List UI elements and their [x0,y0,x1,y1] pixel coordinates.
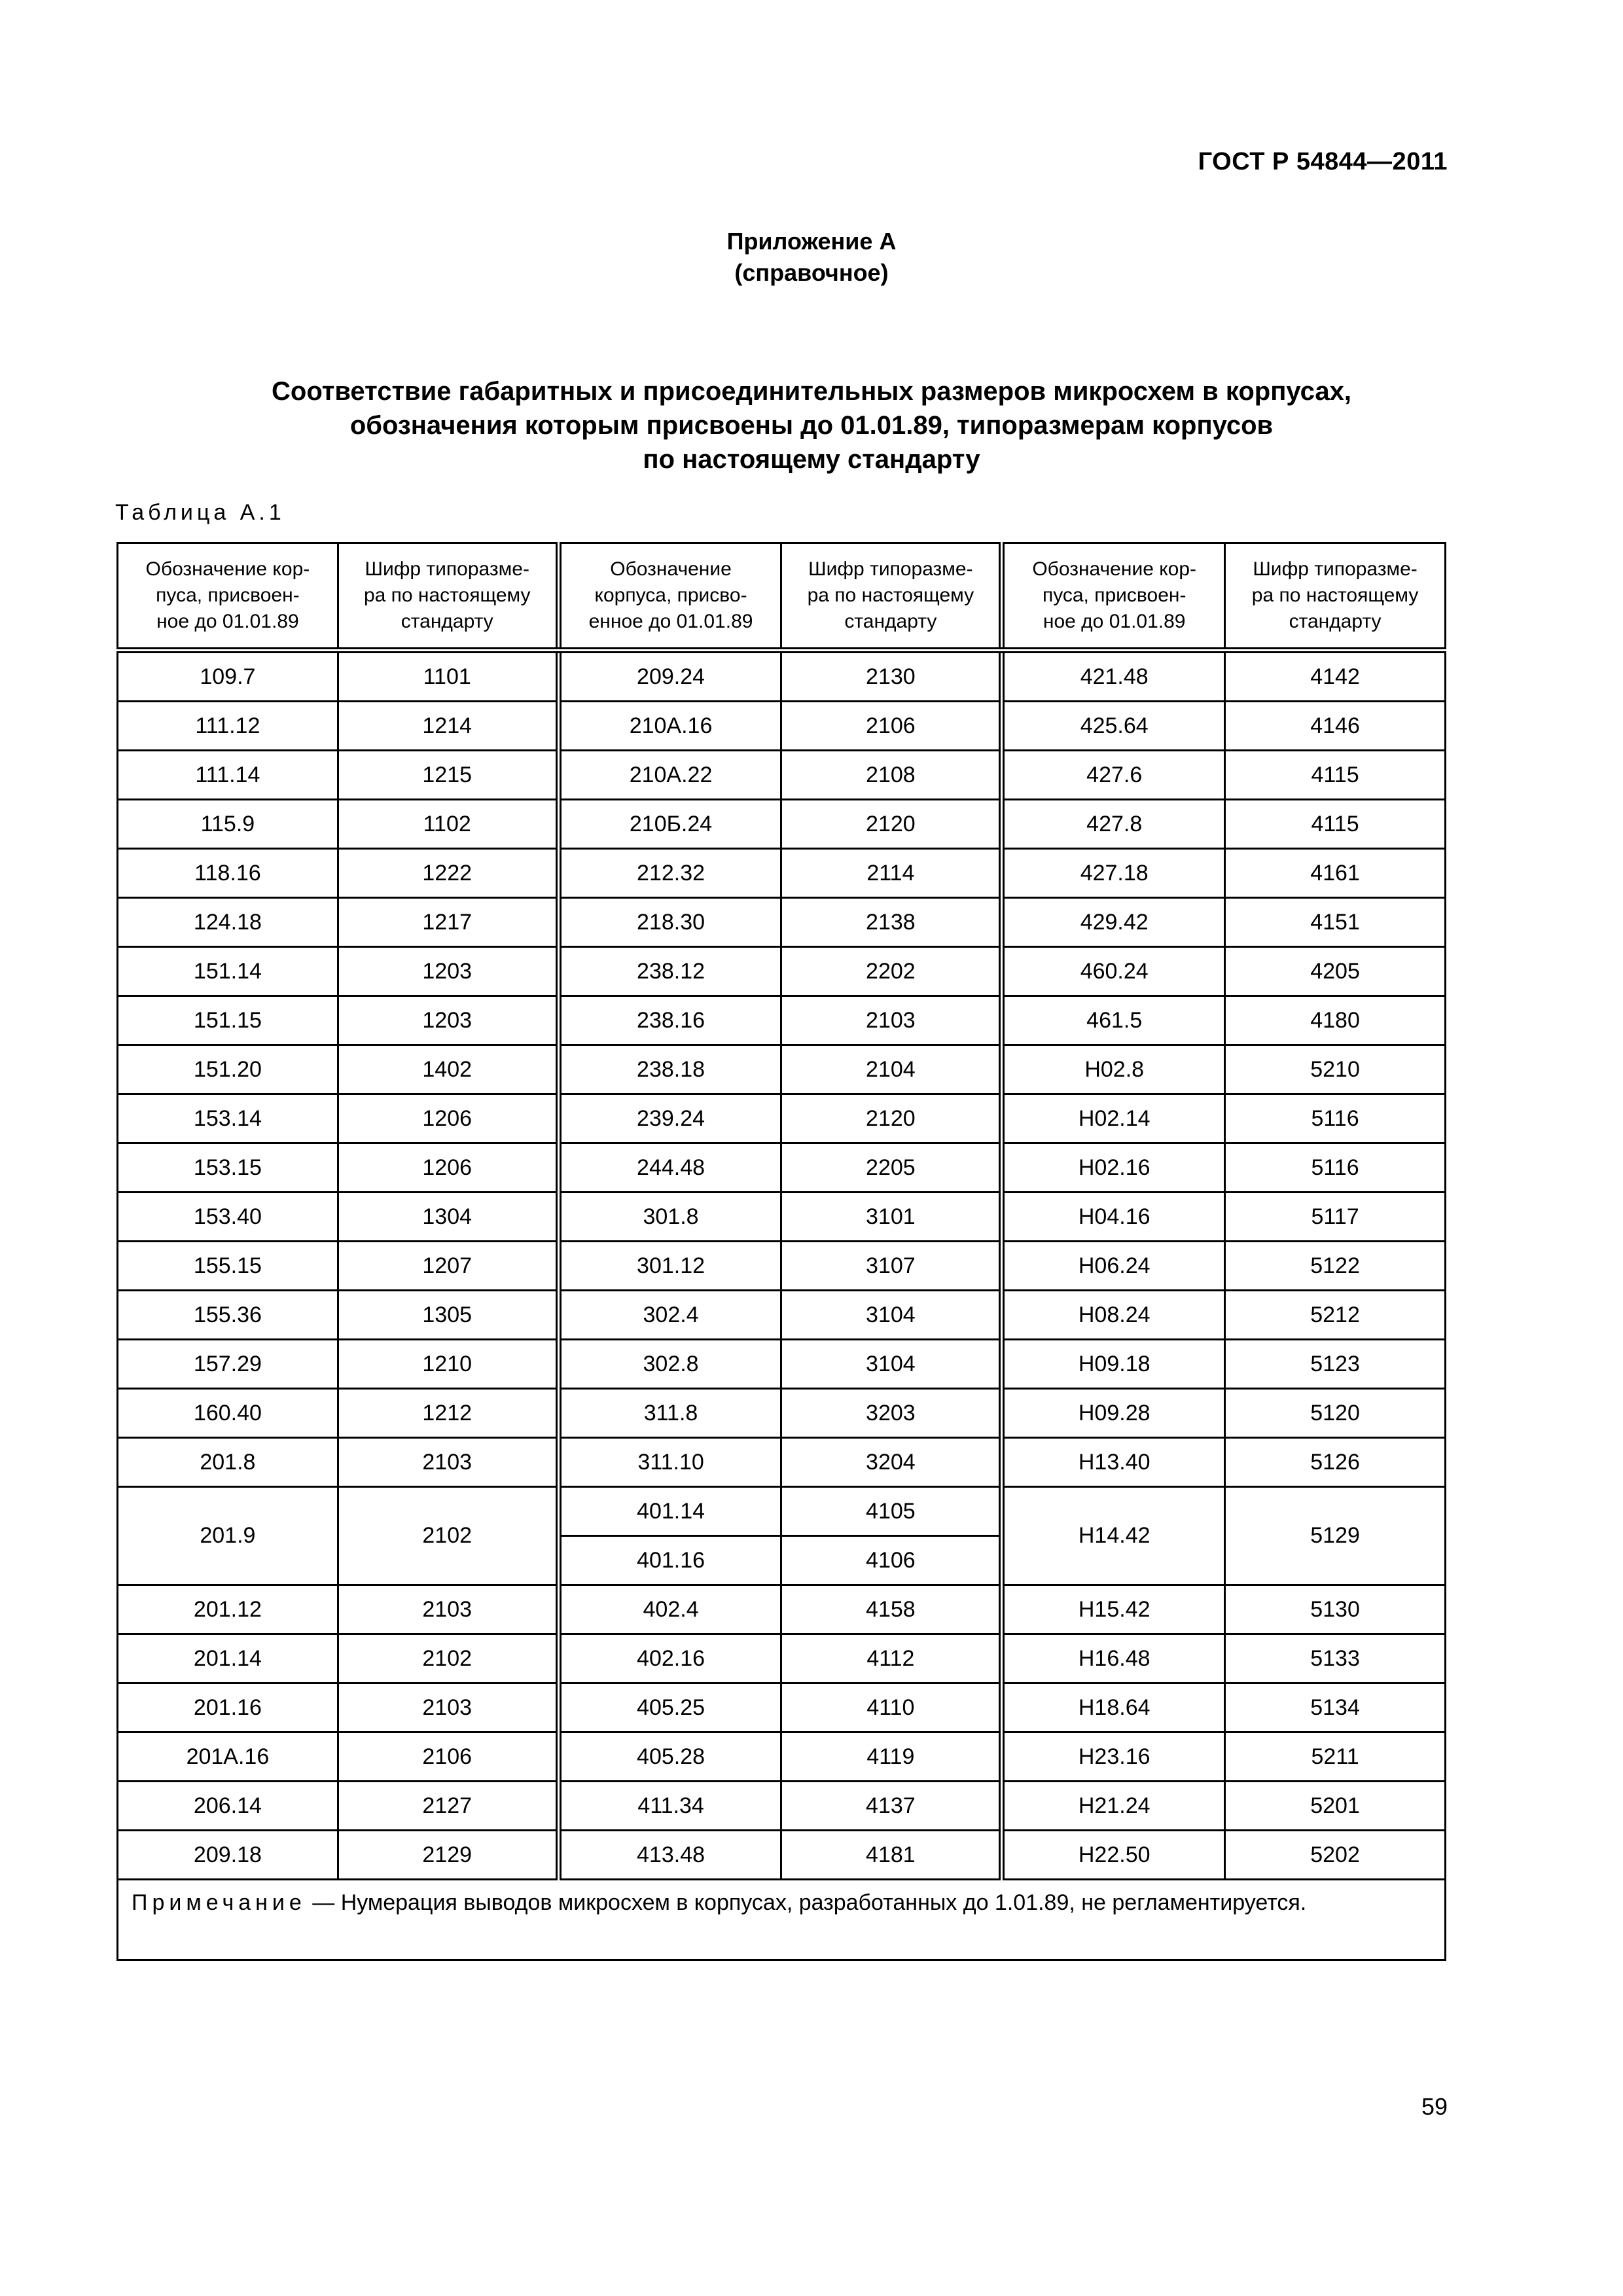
table-cell: 3104 [781,1291,1002,1340]
table-cell: 212.32 [558,849,781,898]
table-cell: 4119 [781,1732,1002,1782]
table-cell: 2102 [338,1634,558,1683]
table-cell: 2103 [338,1683,558,1732]
table-cell: 109.7 [118,651,338,702]
table-cell: 5122 [1225,1242,1446,1291]
table-cell: 2114 [781,849,1002,898]
table-cell: 4105 [781,1487,1002,1536]
table-cell: 301.8 [558,1193,781,1242]
table-cell: 421.48 [1002,651,1225,702]
table-cell: 2129 [338,1831,558,1880]
table-cell: 5120 [1225,1389,1446,1438]
table-cell: 5201 [1225,1782,1446,1831]
table-cell: 238.18 [558,1045,781,1094]
table-cell: 115.9 [118,800,338,849]
table-cell: Н02.8 [1002,1045,1225,1094]
table-cell: 3101 [781,1193,1002,1242]
table-cell: 1203 [338,996,558,1045]
table-cell: 4110 [781,1683,1002,1732]
table-cell: 1207 [338,1242,558,1291]
table-cell: 153.15 [118,1143,338,1193]
table-cell: 201.8 [118,1438,338,1487]
table-cell: Н23.16 [1002,1732,1225,1782]
table-cell: 1222 [338,849,558,898]
table-cell: 210А.22 [558,751,781,800]
table-row [118,751,1446,800]
column-header: Шифр типоразме- ра по настоящему стандарту [338,543,558,651]
table-cell: 4205 [1225,947,1446,996]
table-cell: 209.18 [118,1831,338,1880]
table-cell: 5117 [1225,1193,1446,1242]
table-cell: 201.9 [118,1487,338,1585]
table-cell: 239.24 [558,1094,781,1143]
table-cell: 2127 [338,1782,558,1831]
table-row [118,1291,1446,1340]
table-cell: 124.18 [118,898,338,947]
table-cell: Н22.50 [1002,1831,1225,1880]
table-cell: 3104 [781,1340,1002,1389]
table-cell: 402.16 [558,1634,781,1683]
table-cell: 5116 [1225,1143,1446,1193]
table-cell: 1305 [338,1291,558,1340]
table-cell: 238.12 [558,947,781,996]
table-cell: 201А.16 [118,1732,338,1782]
column-header: Шифр типоразме- ра по настоящему стандарту [781,543,1002,651]
table-header-row [118,543,1446,651]
table-cell: Н08.24 [1002,1291,1225,1340]
table-cell: 4137 [781,1782,1002,1831]
table-cell: 4106 [781,1536,1002,1585]
title-line-1: Соответствие габаритных и присоединительных размеров микросхем в корпусах, [272,377,1351,406]
table-cell: 5202 [1225,1831,1446,1880]
table-cell: 5123 [1225,1340,1446,1389]
table-row [118,1585,1446,1634]
table-row [118,849,1446,898]
table-row [118,1094,1446,1143]
table-row [118,1045,1446,1094]
table-cell: 2102 [338,1487,558,1585]
appendix-heading [0,226,1623,289]
table-cell: 4180 [1225,996,1446,1045]
table-cell: 1215 [338,751,558,800]
table-row [118,702,1446,751]
table-note [118,1880,1446,1960]
table-cell: 5130 [1225,1585,1446,1634]
table-cell: 311.8 [558,1389,781,1438]
table-cell: 3107 [781,1242,1002,1291]
table-cell: Н18.64 [1002,1683,1225,1732]
table-cell: 1206 [338,1143,558,1193]
appendix-label: Приложение А [726,228,897,255]
table-cell: 3204 [781,1438,1002,1487]
table-cell: 2130 [781,651,1002,702]
table-cell: 238.16 [558,996,781,1045]
table-cell: 5211 [1225,1732,1446,1782]
table-cell: 2106 [338,1732,558,1782]
table-row [118,947,1446,996]
table-note-row [118,1880,1446,1960]
table-cell: 201.16 [118,1683,338,1732]
table-row [118,898,1446,947]
table-cell: Н13.40 [1002,1438,1225,1487]
table-cell: 3203 [781,1389,1002,1438]
table-cell: 1217 [338,898,558,947]
correspondence-table [116,542,1446,1961]
table-cell: 5116 [1225,1094,1446,1143]
table-cell: 153.40 [118,1193,338,1242]
page-number: 59 [1421,2093,1448,2120]
table-cell: 1214 [338,702,558,751]
table-cell: 2138 [781,898,1002,947]
note-label: Примечание [132,1890,306,1915]
table-cell: 401.16 [558,1536,781,1585]
table-cell: 153.14 [118,1094,338,1143]
table-cell: 2202 [781,947,1002,996]
table-cell: 2120 [781,800,1002,849]
table-cell: 151.15 [118,996,338,1045]
table-cell: 2205 [781,1143,1002,1193]
table-row [118,1242,1446,1291]
table-cell: 302.8 [558,1340,781,1389]
table-cell: 201.12 [118,1585,338,1634]
table-cell: 4151 [1225,898,1446,947]
table-cell: 209.24 [558,651,781,702]
table-cell: Н04.16 [1002,1193,1225,1242]
table-caption: Таблица А.1 [115,500,285,525]
table-cell: 405.28 [558,1732,781,1782]
table-cell: 151.20 [118,1045,338,1094]
table-cell: 301.12 [558,1242,781,1291]
table-cell: 401.14 [558,1487,781,1536]
table-cell: 118.16 [118,849,338,898]
table-row [118,1683,1446,1732]
table-row [118,996,1446,1045]
table-cell: Н14.42 [1002,1487,1225,1585]
table-cell: 201.14 [118,1634,338,1683]
table-cell: 427.18 [1002,849,1225,898]
table-row [118,1193,1446,1242]
table-cell: 302.4 [558,1291,781,1340]
table-cell: 151.14 [118,947,338,996]
table-row [118,1831,1446,1880]
table-cell: Н16.48 [1002,1634,1225,1683]
table-cell: 413.48 [558,1831,781,1880]
table-cell: 206.14 [118,1782,338,1831]
table-row [118,1438,1446,1487]
table-cell: 155.15 [118,1242,338,1291]
table-cell: 1206 [338,1094,558,1143]
table-cell: 1304 [338,1193,558,1242]
column-header: Обозначение кор- пуса, присвоен- ное до 01.01.89 [118,543,338,651]
table-cell: Н09.28 [1002,1389,1225,1438]
table-cell: 411.34 [558,1782,781,1831]
table-cell: 2120 [781,1094,1002,1143]
table-cell: 1101 [338,651,558,702]
table-row [118,1389,1446,1438]
table-cell: 218.30 [558,898,781,947]
column-header: Шифр типоразме- ра по настоящему стандарту [1225,543,1446,651]
table-cell: 1203 [338,947,558,996]
table-row [118,651,1446,702]
table-cell: 244.48 [558,1143,781,1193]
table-cell: 4112 [781,1634,1002,1683]
table-cell: 427.8 [1002,800,1225,849]
table-cell: Н02.14 [1002,1094,1225,1143]
table-cell: 5133 [1225,1634,1446,1683]
table-cell: 405.25 [558,1683,781,1732]
table-cell: 5134 [1225,1683,1446,1732]
table-cell: 5126 [1225,1438,1446,1487]
table-cell: 2103 [338,1585,558,1634]
table-cell: 429.42 [1002,898,1225,947]
column-header: Обозначение корпуса, присво- енное до 01.01.89 [558,543,781,651]
table-cell: 4158 [781,1585,1002,1634]
table-row [118,1782,1446,1831]
table-cell: 1212 [338,1389,558,1438]
table-cell: 111.12 [118,702,338,751]
table-cell: 160.40 [118,1389,338,1438]
table-cell: 425.64 [1002,702,1225,751]
table-cell: 2104 [781,1045,1002,1094]
table-cell: 427.6 [1002,751,1225,800]
table-cell: 157.29 [118,1340,338,1389]
table-cell: 4115 [1225,751,1446,800]
table-row [118,1143,1446,1193]
document-code: ГОСТ Р 54844—2011 [1198,148,1448,175]
table-cell: 5212 [1225,1291,1446,1340]
table-cell: 4161 [1225,849,1446,898]
table-cell: 210А.16 [558,702,781,751]
appendix-kind: (справочное) [734,259,889,286]
table-cell: 2103 [338,1438,558,1487]
table-cell: 460.24 [1002,947,1225,996]
table-cell: 4181 [781,1831,1002,1880]
table-row [118,1732,1446,1782]
table-cell: Н06.24 [1002,1242,1225,1291]
table-cell: 1102 [338,800,558,849]
table-cell: 155.36 [118,1291,338,1340]
table-cell: 5129 [1225,1487,1446,1585]
table-cell: 311.10 [558,1438,781,1487]
table-cell: 2103 [781,996,1002,1045]
table-cell: 4115 [1225,800,1446,849]
note-text: — Нумерация выводов микросхем в корпусах, разработанных до 1.01.89, не регламентируется. [306,1890,1307,1915]
document-title [0,374,1623,476]
table-cell: 402.4 [558,1585,781,1634]
table-row [118,1340,1446,1389]
table-cell: 111.14 [118,751,338,800]
table-row-merged-top [118,1487,1446,1536]
table-row [118,800,1446,849]
table-cell: Н21.24 [1002,1782,1225,1831]
table-cell: 210Б.24 [558,800,781,849]
table-cell: Н02.16 [1002,1143,1225,1193]
table-cell: 461.5 [1002,996,1225,1045]
table-cell: 2108 [781,751,1002,800]
table-cell: 1210 [338,1340,558,1389]
table-cell: 1402 [338,1045,558,1094]
column-header: Обозначение кор- пуса, присвоен- ное до 01.01.89 [1002,543,1225,651]
title-line-3: по настоящему стандарту [643,445,980,474]
table-cell: 2106 [781,702,1002,751]
table-cell: 4142 [1225,651,1446,702]
table-cell: Н09.18 [1002,1340,1225,1389]
table-cell: 4146 [1225,702,1446,751]
table-row [118,1634,1446,1683]
table-cell: 5210 [1225,1045,1446,1094]
title-line-2: обозначения которым присвоены до 01.01.89, типоразмерам корпусов [349,411,1274,440]
table-cell: Н15.42 [1002,1585,1225,1634]
